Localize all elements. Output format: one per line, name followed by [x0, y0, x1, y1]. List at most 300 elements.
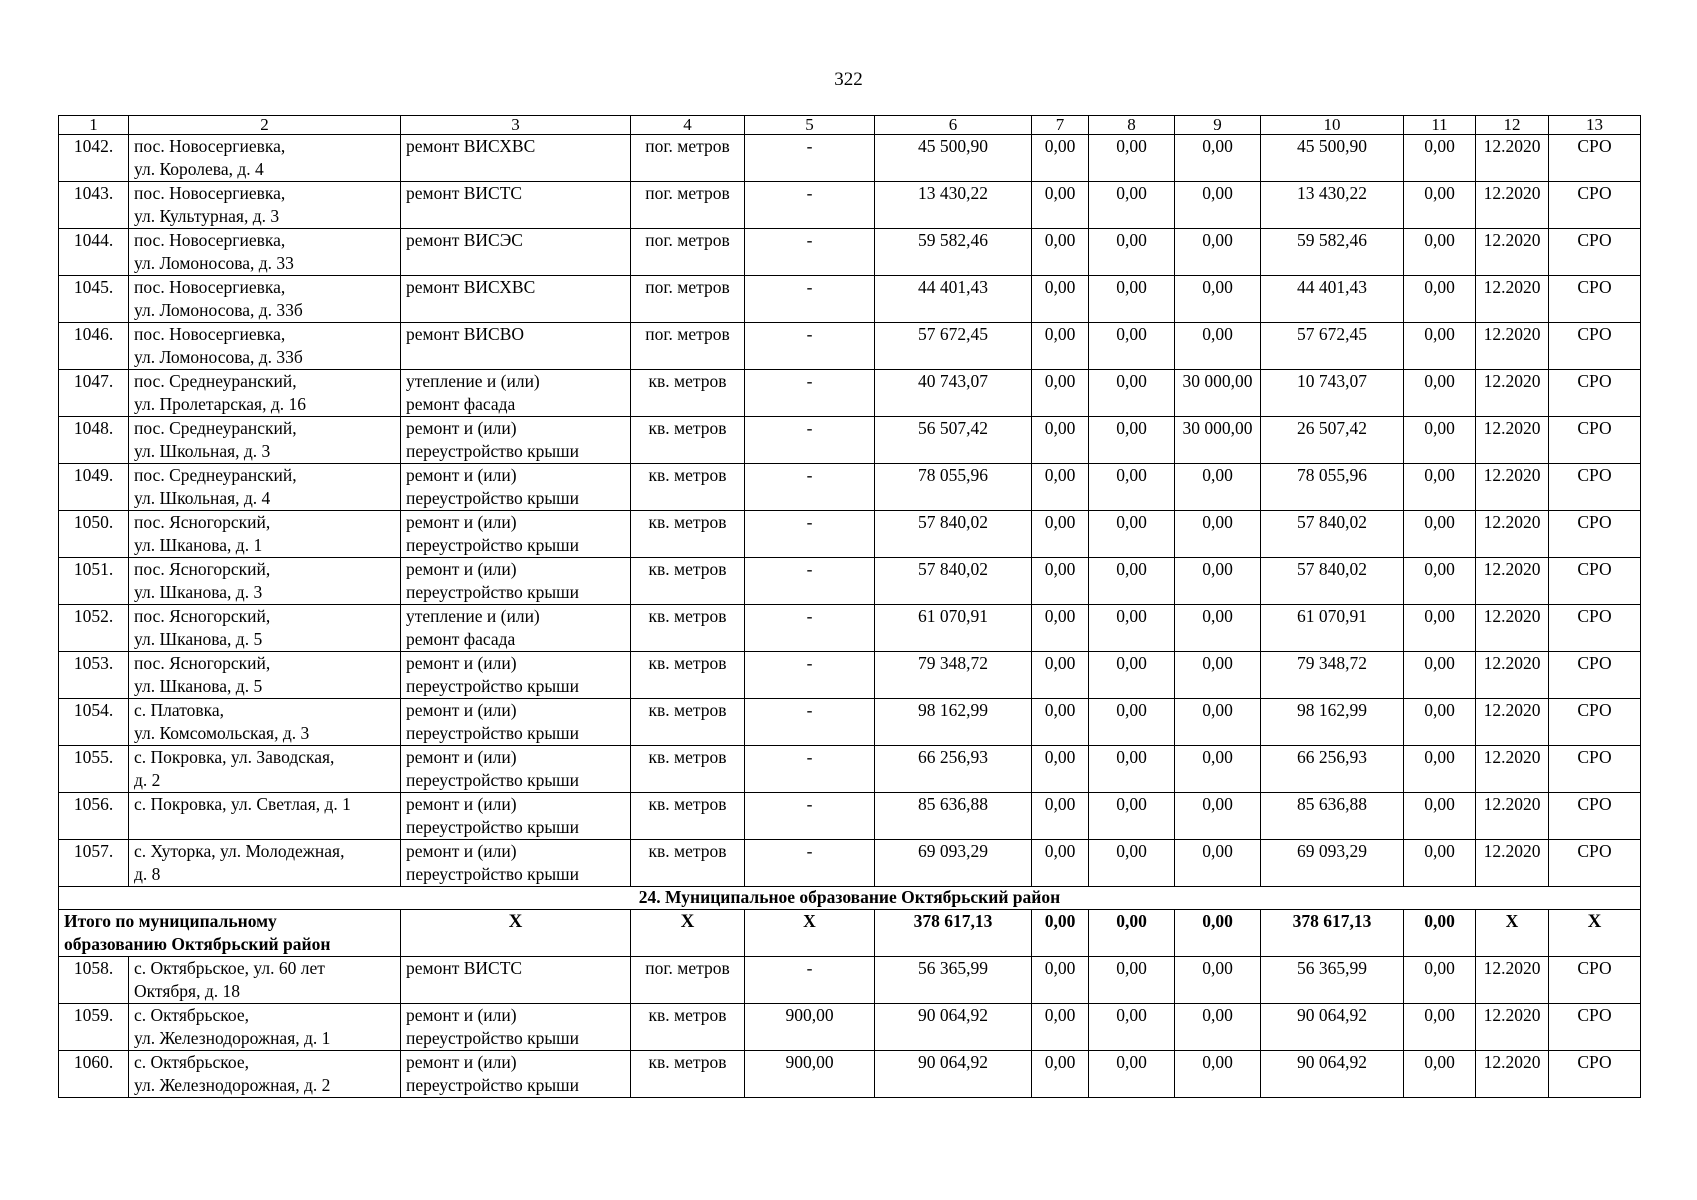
total-cost-cell: 85 636,88: [875, 793, 1032, 840]
method-cell: СРО: [1549, 746, 1641, 793]
cost-col10-cell: 79 348,72: [1261, 652, 1404, 699]
address-line-2: ул. Шканова, д. 5: [134, 676, 263, 696]
address-line-1: пос. Ясногорский,: [134, 512, 271, 532]
work-type-cell: [401, 605, 631, 652]
cost-col9-cell: 0,00: [1175, 182, 1261, 229]
work-type-cell: [401, 511, 631, 558]
column-number: 11: [1404, 116, 1476, 135]
completion-date-cell: 12.2020: [1476, 957, 1549, 1004]
quantity-cell: -: [745, 464, 875, 511]
total-cost-cell: 40 743,07: [875, 370, 1032, 417]
work-type-cell: [401, 699, 631, 746]
cost-col10-cell: 10 743,07: [1261, 370, 1404, 417]
table-row: [59, 558, 1641, 605]
total-cost-cell: 13 430,22: [875, 182, 1032, 229]
column-number: 1: [59, 116, 129, 135]
cost-col9-cell: 0,00: [1175, 840, 1261, 887]
work-type-cell: [401, 1051, 631, 1098]
row-number: 1055.: [59, 746, 129, 793]
table-row: [59, 1051, 1641, 1098]
total-label-line-1: Итого по муниципальному: [64, 911, 277, 931]
address-line-2: ул. Ломоносова, д. 33б: [134, 347, 303, 367]
method-cell: СРО: [1549, 182, 1641, 229]
quantity-cell: -: [745, 276, 875, 323]
method-cell: СРО: [1549, 276, 1641, 323]
cost-col9-cell: 0,00: [1175, 652, 1261, 699]
address-cell: [129, 746, 401, 793]
total-col10-cell: 378 617,13: [1261, 910, 1404, 957]
cost-col9-cell: 0,00: [1175, 605, 1261, 652]
total-label-line-2: образованию Октябрьский район: [64, 934, 331, 954]
cost-col7-cell: 0,00: [1032, 276, 1089, 323]
cost-col11-cell: 0,00: [1404, 840, 1476, 887]
address-cell: [129, 511, 401, 558]
address-line-2: д. 8: [134, 864, 161, 884]
cost-col10-cell: 98 162,99: [1261, 699, 1404, 746]
work-type-line-1: ремонт и (или): [406, 794, 517, 814]
cost-col11-cell: 0,00: [1404, 370, 1476, 417]
table-row: [59, 746, 1641, 793]
work-type-line-2: переустройство крыши: [406, 676, 579, 696]
column-number: 2: [129, 116, 401, 135]
cost-col8-cell: 0,00: [1089, 652, 1175, 699]
quantity-cell: -: [745, 840, 875, 887]
cost-col11-cell: 0,00: [1404, 652, 1476, 699]
completion-date-cell: 12.2020: [1476, 605, 1549, 652]
method-cell: СРО: [1549, 652, 1641, 699]
work-type-cell: [401, 276, 631, 323]
work-type-line-1: утепление и (или): [406, 606, 540, 626]
row-number: 1058.: [59, 957, 129, 1004]
completion-date-cell: 12.2020: [1476, 652, 1549, 699]
cost-col8-cell: 0,00: [1089, 182, 1175, 229]
unit-cell: кв. метров: [631, 746, 745, 793]
address-line-2: ул. Железнодорожная, д. 1: [134, 1028, 331, 1048]
total-cost-cell: 56 507,42: [875, 417, 1032, 464]
table-row: [59, 957, 1641, 1004]
unit-cell: пог. метров: [631, 135, 745, 182]
table-row: [59, 511, 1641, 558]
address-line-1: с. Октябрьское,: [134, 1052, 250, 1072]
total-col13-cell: Х: [1549, 910, 1641, 957]
unit-cell: кв. метров: [631, 1051, 745, 1098]
work-type-cell: [401, 793, 631, 840]
quantity-cell: -: [745, 323, 875, 370]
work-type-line-2: переустройство крыши: [406, 817, 579, 837]
work-type-line-1: ремонт и (или): [406, 465, 517, 485]
section-header-row: [59, 887, 1641, 910]
total-cost-cell: 61 070,91: [875, 605, 1032, 652]
work-type-cell: [401, 182, 631, 229]
method-cell: СРО: [1549, 840, 1641, 887]
cost-col9-cell: 0,00: [1175, 558, 1261, 605]
cost-col10-cell: 61 070,91: [1261, 605, 1404, 652]
column-number-row: [59, 116, 1641, 135]
cost-col9-cell: 30 000,00: [1175, 417, 1261, 464]
work-type-cell: [401, 229, 631, 276]
unit-cell: кв. метров: [631, 464, 745, 511]
row-number: 1046.: [59, 323, 129, 370]
method-cell: СРО: [1549, 229, 1641, 276]
address-cell: [129, 605, 401, 652]
unit-cell: пог. метров: [631, 323, 745, 370]
cost-col9-cell: 0,00: [1175, 464, 1261, 511]
work-type-line-1: ремонт и (или): [406, 1052, 517, 1072]
cost-col8-cell: 0,00: [1089, 135, 1175, 182]
unit-cell: кв. метров: [631, 370, 745, 417]
cost-col8-cell: 0,00: [1089, 793, 1175, 840]
table-row: [59, 1004, 1641, 1051]
table-row: [59, 182, 1641, 229]
completion-date-cell: 12.2020: [1476, 370, 1549, 417]
completion-date-cell: 12.2020: [1476, 135, 1549, 182]
cost-col11-cell: 0,00: [1404, 276, 1476, 323]
total-col5-cell: Х: [745, 910, 875, 957]
unit-cell: кв. метров: [631, 511, 745, 558]
address-line-1: пос. Ясногорский,: [134, 559, 271, 579]
table-row: [59, 464, 1641, 511]
cost-col7-cell: 0,00: [1032, 1004, 1089, 1051]
method-cell: СРО: [1549, 135, 1641, 182]
work-type-line-1: ремонт и (или): [406, 700, 517, 720]
work-type-line-1: ремонт и (или): [406, 1005, 517, 1025]
cost-col10-cell: 13 430,22: [1261, 182, 1404, 229]
cost-col8-cell: 0,00: [1089, 1051, 1175, 1098]
cost-col8-cell: 0,00: [1089, 558, 1175, 605]
row-number: 1045.: [59, 276, 129, 323]
completion-date-cell: 12.2020: [1476, 511, 1549, 558]
quantity-cell: -: [745, 746, 875, 793]
cost-col9-cell: 0,00: [1175, 1004, 1261, 1051]
completion-date-cell: 12.2020: [1476, 464, 1549, 511]
cost-col10-cell: 69 093,29: [1261, 840, 1404, 887]
work-type-line-1: ремонт ВИСЭС: [406, 230, 523, 250]
address-line-2: ул. Шканова, д. 5: [134, 629, 263, 649]
cost-col9-cell: 0,00: [1175, 699, 1261, 746]
completion-date-cell: 12.2020: [1476, 276, 1549, 323]
address-cell: [129, 793, 401, 840]
unit-cell: кв. метров: [631, 840, 745, 887]
cost-col11-cell: 0,00: [1404, 511, 1476, 558]
quantity-cell: -: [745, 370, 875, 417]
cost-col11-cell: 0,00: [1404, 1004, 1476, 1051]
address-line-2: ул. Ломоносова, д. 33б: [134, 300, 303, 320]
cost-col10-cell: 66 256,93: [1261, 746, 1404, 793]
cost-col11-cell: 0,00: [1404, 957, 1476, 1004]
work-type-line-2: переустройство крыши: [406, 770, 579, 790]
address-line-2: ул. Школьная, д. 3: [134, 441, 271, 461]
address-line-1: с. Покровка, ул. Светлая, д. 1: [134, 794, 351, 814]
cost-col11-cell: 0,00: [1404, 1051, 1476, 1098]
cost-col11-cell: 0,00: [1404, 558, 1476, 605]
address-cell: [129, 652, 401, 699]
address-line-2: ул. Шканова, д. 3: [134, 582, 263, 602]
cost-col11-cell: 0,00: [1404, 417, 1476, 464]
completion-date-cell: 12.2020: [1476, 840, 1549, 887]
address-line-2: ул. Шканова, д. 1: [134, 535, 263, 555]
quantity-cell: -: [745, 417, 875, 464]
cost-col9-cell: 0,00: [1175, 323, 1261, 370]
total-cost-cell: 90 064,92: [875, 1004, 1032, 1051]
unit-cell: пог. метров: [631, 229, 745, 276]
total-cost-cell: 44 401,43: [875, 276, 1032, 323]
cost-col7-cell: 0,00: [1032, 746, 1089, 793]
table-row: [59, 229, 1641, 276]
total-col8-cell: 0,00: [1089, 910, 1175, 957]
address-cell: [129, 323, 401, 370]
row-number: 1049.: [59, 464, 129, 511]
cost-col7-cell: 0,00: [1032, 417, 1089, 464]
quantity-cell: -: [745, 511, 875, 558]
cost-col7-cell: 0,00: [1032, 323, 1089, 370]
method-cell: СРО: [1549, 370, 1641, 417]
unit-cell: кв. метров: [631, 558, 745, 605]
address-line-1: пос. Среднеуранский,: [134, 371, 297, 391]
quantity-cell: -: [745, 229, 875, 276]
address-cell: [129, 229, 401, 276]
column-number: 7: [1032, 116, 1089, 135]
row-number: 1042.: [59, 135, 129, 182]
address-line-2: ул. Комсомольская, д. 3: [134, 723, 310, 743]
cost-col10-cell: 59 582,46: [1261, 229, 1404, 276]
work-type-line-1: утепление и (или): [406, 371, 540, 391]
method-cell: СРО: [1549, 417, 1641, 464]
address-line-1: с. Октябрьское,: [134, 1005, 250, 1025]
address-line-1: пос. Среднеуранский,: [134, 418, 297, 438]
cost-col7-cell: 0,00: [1032, 511, 1089, 558]
work-type-line-1: ремонт ВИСТС: [406, 183, 523, 203]
address-cell: [129, 558, 401, 605]
work-type-line-2: переустройство крыши: [406, 488, 579, 508]
method-cell: СРО: [1549, 1004, 1641, 1051]
cost-col8-cell: 0,00: [1089, 323, 1175, 370]
row-number: 1043.: [59, 182, 129, 229]
cost-col10-cell: 44 401,43: [1261, 276, 1404, 323]
work-type-cell: [401, 1004, 631, 1051]
cost-col11-cell: 0,00: [1404, 793, 1476, 840]
method-cell: СРО: [1549, 957, 1641, 1004]
completion-date-cell: 12.2020: [1476, 182, 1549, 229]
address-cell: [129, 417, 401, 464]
cost-col8-cell: 0,00: [1089, 1004, 1175, 1051]
cost-col11-cell: 0,00: [1404, 229, 1476, 276]
column-number: 12: [1476, 116, 1549, 135]
work-type-cell: [401, 135, 631, 182]
cost-col10-cell: 45 500,90: [1261, 135, 1404, 182]
total-col3-cell: Х: [401, 910, 631, 957]
total-cost-cell: 69 093,29: [875, 840, 1032, 887]
row-number: 1047.: [59, 370, 129, 417]
address-line-1: с. Октябрьское, ул. 60 лет: [134, 958, 325, 978]
cost-col9-cell: 30 000,00: [1175, 370, 1261, 417]
address-cell: [129, 840, 401, 887]
unit-cell: кв. метров: [631, 1004, 745, 1051]
section-title: 24. Муниципальное образование Октябрьский район: [59, 887, 1641, 910]
address-line-1: пос. Ясногорский,: [134, 606, 271, 626]
address-line-1: пос. Среднеуранский,: [134, 465, 297, 485]
cost-col8-cell: 0,00: [1089, 229, 1175, 276]
total-col12-cell: Х: [1476, 910, 1549, 957]
cost-col7-cell: 0,00: [1032, 135, 1089, 182]
method-cell: СРО: [1549, 1051, 1641, 1098]
cost-col10-cell: 26 507,42: [1261, 417, 1404, 464]
completion-date-cell: 12.2020: [1476, 699, 1549, 746]
table-row: [59, 323, 1641, 370]
unit-cell: пог. метров: [631, 182, 745, 229]
cost-col8-cell: 0,00: [1089, 699, 1175, 746]
work-type-line-2: ремонт фасада: [406, 394, 516, 414]
work-type-line-1: ремонт ВИСХВС: [406, 136, 536, 156]
cost-col10-cell: 57 840,02: [1261, 511, 1404, 558]
unit-cell: кв. метров: [631, 652, 745, 699]
work-type-line-2: переустройство крыши: [406, 1075, 579, 1095]
total-cost-cell: 98 162,99: [875, 699, 1032, 746]
row-number: 1050.: [59, 511, 129, 558]
row-number: 1044.: [59, 229, 129, 276]
total-cost-cell: 79 348,72: [875, 652, 1032, 699]
method-cell: СРО: [1549, 793, 1641, 840]
work-type-line-1: ремонт и (или): [406, 653, 517, 673]
address-line-2: ул. Королева, д. 4: [134, 159, 264, 179]
work-type-line-1: ремонт и (или): [406, 747, 517, 767]
cost-col8-cell: 0,00: [1089, 605, 1175, 652]
cost-col7-cell: 0,00: [1032, 464, 1089, 511]
work-type-line-1: ремонт ВИСХВС: [406, 277, 536, 297]
address-cell: [129, 276, 401, 323]
quantity-cell: -: [745, 605, 875, 652]
completion-date-cell: 12.2020: [1476, 417, 1549, 464]
quantity-cell: -: [745, 652, 875, 699]
cost-col7-cell: 0,00: [1032, 957, 1089, 1004]
work-type-cell: [401, 323, 631, 370]
cost-col11-cell: 0,00: [1404, 464, 1476, 511]
work-type-line-2: переустройство крыши: [406, 582, 579, 602]
total-label: [59, 910, 401, 957]
quantity-cell: -: [745, 135, 875, 182]
completion-date-cell: 12.2020: [1476, 793, 1549, 840]
address-cell: [129, 135, 401, 182]
completion-date-cell: 12.2020: [1476, 323, 1549, 370]
table-row: [59, 417, 1641, 464]
column-number: 4: [631, 116, 745, 135]
row-number: 1048.: [59, 417, 129, 464]
capital-repair-table: [58, 115, 1641, 1098]
total-col11-cell: 0,00: [1404, 910, 1476, 957]
row-number: 1054.: [59, 699, 129, 746]
address-line-2: ул. Культурная, д. 3: [134, 206, 280, 226]
work-type-line-2: переустройство крыши: [406, 535, 579, 555]
row-number: 1057.: [59, 840, 129, 887]
cost-col8-cell: 0,00: [1089, 370, 1175, 417]
total-cost-cell: 56 365,99: [875, 957, 1032, 1004]
address-line-1: пос. Ясногорский,: [134, 653, 271, 673]
row-number: 1060.: [59, 1051, 129, 1098]
cost-col11-cell: 0,00: [1404, 135, 1476, 182]
cost-col10-cell: 57 672,45: [1261, 323, 1404, 370]
work-type-line-1: ремонт и (или): [406, 841, 517, 861]
cost-col7-cell: 0,00: [1032, 605, 1089, 652]
cost-col10-cell: 78 055,96: [1261, 464, 1404, 511]
row-number: 1053.: [59, 652, 129, 699]
cost-col10-cell: 90 064,92: [1261, 1004, 1404, 1051]
cost-col7-cell: 0,00: [1032, 652, 1089, 699]
quantity-cell: 900,00: [745, 1051, 875, 1098]
address-cell: [129, 699, 401, 746]
address-line-2: ул. Школьная, д. 4: [134, 488, 271, 508]
cost-col9-cell: 0,00: [1175, 1051, 1261, 1098]
work-type-cell: [401, 652, 631, 699]
method-cell: СРО: [1549, 699, 1641, 746]
cost-col9-cell: 0,00: [1175, 229, 1261, 276]
completion-date-cell: 12.2020: [1476, 1051, 1549, 1098]
cost-col8-cell: 0,00: [1089, 464, 1175, 511]
column-number: 3: [401, 116, 631, 135]
quantity-cell: -: [745, 957, 875, 1004]
total-col4-cell: Х: [631, 910, 745, 957]
table-row: [59, 605, 1641, 652]
method-cell: СРО: [1549, 464, 1641, 511]
cost-col7-cell: 0,00: [1032, 229, 1089, 276]
work-type-line-2: ремонт фасада: [406, 629, 516, 649]
work-type-cell: [401, 840, 631, 887]
method-cell: СРО: [1549, 558, 1641, 605]
column-number: 6: [875, 116, 1032, 135]
cost-col9-cell: 0,00: [1175, 511, 1261, 558]
work-type-cell: [401, 464, 631, 511]
row-number: 1052.: [59, 605, 129, 652]
total-cost-cell: 57 840,02: [875, 558, 1032, 605]
address-line-2: д. 2: [134, 770, 161, 790]
cost-col9-cell: 0,00: [1175, 746, 1261, 793]
work-type-line-1: ремонт ВИСТС: [406, 958, 523, 978]
unit-cell: пог. метров: [631, 276, 745, 323]
address-line-1: с. Покровка, ул. Заводская,: [134, 747, 335, 767]
address-line-1: пос. Новосергиевка,: [134, 230, 286, 250]
method-cell: СРО: [1549, 323, 1641, 370]
column-number: 13: [1549, 116, 1641, 135]
table-row: [59, 699, 1641, 746]
quantity-cell: -: [745, 558, 875, 605]
completion-date-cell: 12.2020: [1476, 1004, 1549, 1051]
address-cell: [129, 1051, 401, 1098]
cost-col8-cell: 0,00: [1089, 746, 1175, 793]
unit-cell: кв. метров: [631, 417, 745, 464]
quantity-cell: -: [745, 793, 875, 840]
unit-cell: кв. метров: [631, 699, 745, 746]
address-line-1: пос. Новосергиевка,: [134, 136, 286, 156]
address-line-2: ул. Железнодорожная, д. 2: [134, 1075, 331, 1095]
address-line-1: с. Платовка,: [134, 700, 225, 720]
work-type-cell: [401, 957, 631, 1004]
address-line-2: ул. Ломоносова, д. 33: [134, 253, 294, 273]
cost-col10-cell: 56 365,99: [1261, 957, 1404, 1004]
work-type-line-1: ремонт и (или): [406, 512, 517, 532]
column-number: 9: [1175, 116, 1261, 135]
total-cost-cell: 66 256,93: [875, 746, 1032, 793]
quantity-cell: -: [745, 182, 875, 229]
address-cell: [129, 957, 401, 1004]
quantity-cell: 900,00: [745, 1004, 875, 1051]
total-col9-cell: 0,00: [1175, 910, 1261, 957]
address-line-1: пос. Новосергиевка,: [134, 277, 286, 297]
cost-col11-cell: 0,00: [1404, 182, 1476, 229]
column-number: 8: [1089, 116, 1175, 135]
table-row: [59, 276, 1641, 323]
row-number: 1051.: [59, 558, 129, 605]
address-cell: [129, 1004, 401, 1051]
completion-date-cell: 12.2020: [1476, 558, 1549, 605]
total-cost-cell: 78 055,96: [875, 464, 1032, 511]
